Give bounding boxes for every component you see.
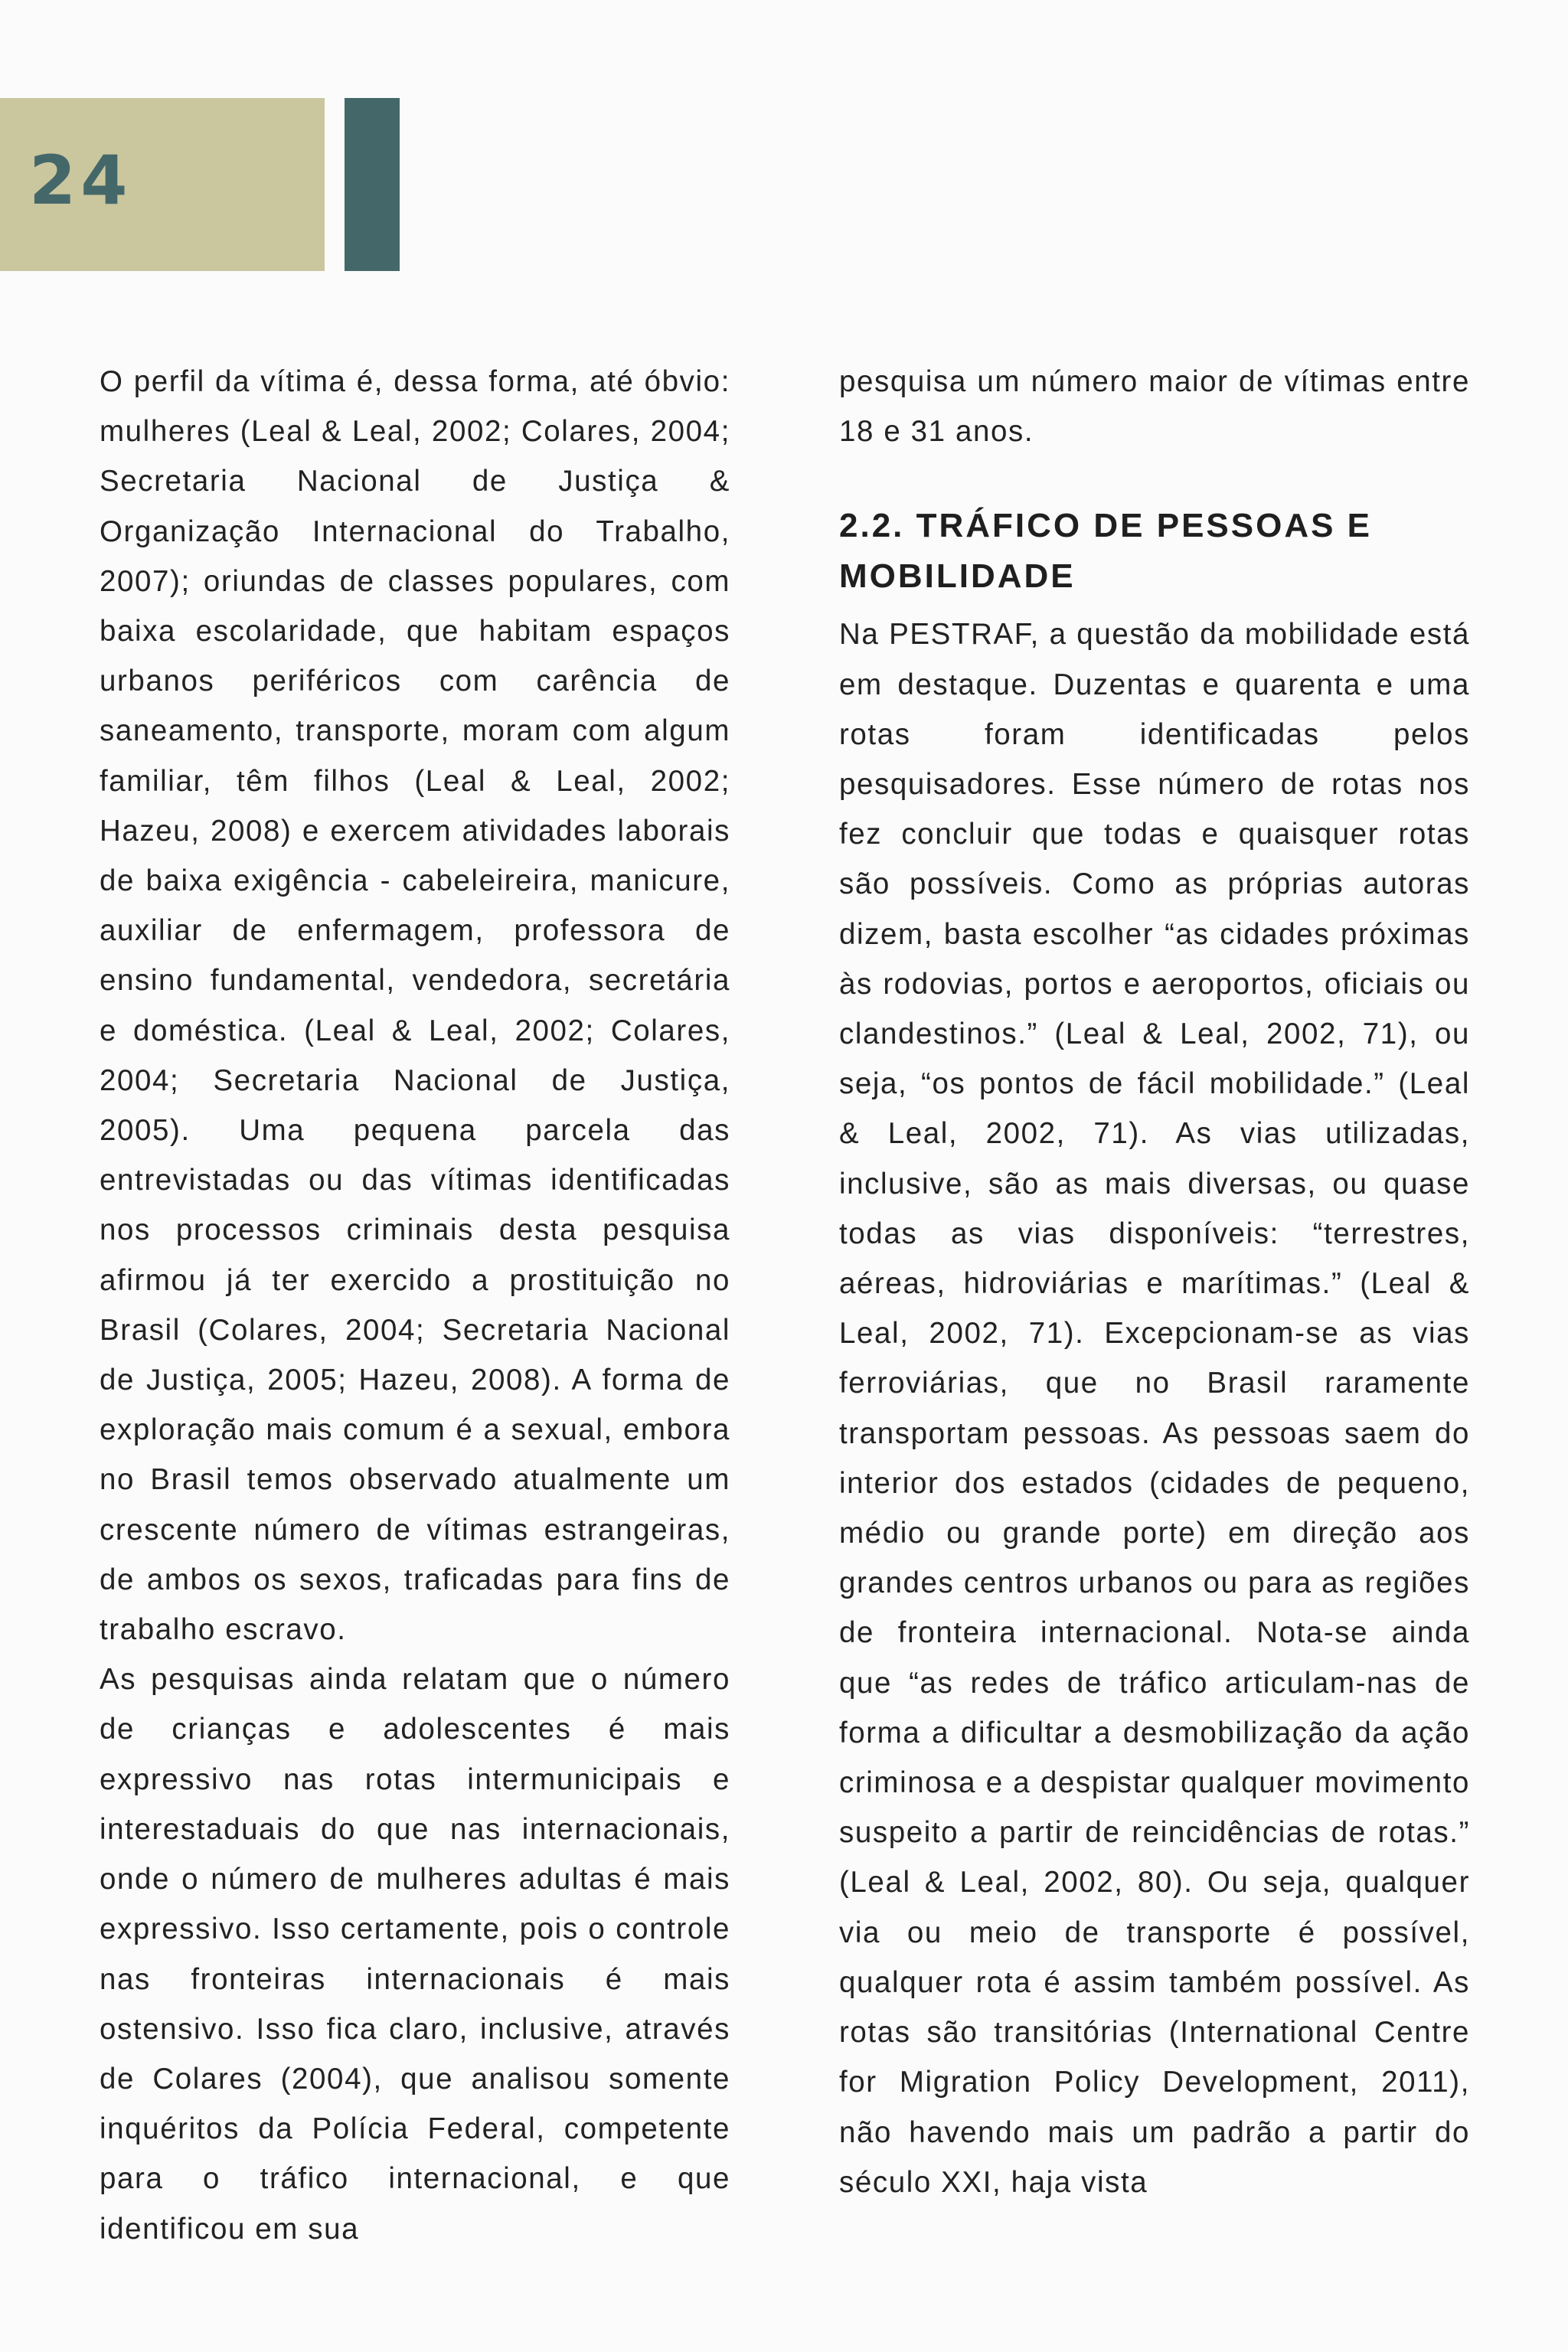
body-paragraph: pesquisa um número maior de vítimas entre 18 e 31 anos. (839, 365, 1470, 449)
header-accent-bar (345, 98, 400, 271)
body-paragraph: Na PESTRAF, a questão da mobilidade está em destaque. Duzentas e quarenta e uma rotas foram identificadas pelos pesquisadores. Esse número de rotas nos fez concluir que todas e quaisquer rotas são possíveis. Como as próprias autoras dizem, basta escolher “as cidades próximas às rodovias, portos e aeroportos, oficiais ou clandestinos.” (Leal & Leal, 2002, 71), ou seja, “os pontos de fácil mobilidade.” (Leal & Leal, 2002, 71). As vias utilizadas, inclusive, são as mais diversas, ou quase todas as vias disponíveis: “terrestres, aéreas, hidroviárias e marítimas.” (Leal & Leal, 2002, 71). Excepcionam-se as vias ferroviárias, que no Brasil raramente transportam pessoas. As pessoas saem do interior dos estados (cidades de pequeno, médio ou grande porte) em direção aos grandes centros urbanos ou para as regiões de fronteira internacional. Nota-se ainda que “as redes de tráfico articulam-nas de forma a dificultar a desmobilização da ação criminosa e a despistar qualquer movimento suspeito a partir de reincidências de rotas.” (Leal & Leal, 2002, 80). Ou seja, qualquer via ou meio de transporte é possível, qualquer rota é assim também possível. As rotas são transitórias (International Centre for Migration Policy Development, 2011), não havendo mais um padrão a partir do século XXI, haja vista (839, 618, 1470, 2199)
body-paragraph: O perfil da vítima é, dessa forma, até óbvio: mulheres (Leal & Leal, 2002; Colares, 2004; Secretaria Nacional de Justiça & Organização Internacional do Trabalho, 2007); oriundas de classes populares, com baixa escolaridade, que habitam espaços urbanos periféricos com carência de saneamento, transporte, moram com algum familiar, têm filhos (Leal & Leal, 2002; Hazeu, 2008) e exercem atividades laborais de baixa exigência - cabeleireira, manicure, auxiliar de enfermagem, professora de ensino fundamental, vendedora, secretária e doméstica. (Leal & Leal, 2002; Colares, 2004; Secretaria Nacional de Justiça, 2005). Uma pequena parcela das entrevistadas ou das vítimas identificadas nos processos criminais desta pesquisa afirmou já ter exercido a prostituição no Brasil (Colares, 2004; Secretaria Nacional de Justiça, 2005; Hazeu, 2008). A forma de exploração mais comum é a sexual, embora no Brasil temos observado atualmente um crescente número de vítimas estrangeiras, de ambos os sexos, traficadas para fins de trabalho escravo. (100, 365, 730, 1647)
section-heading: 2.2. TRÁFICO DE PESSOAS E MOBILIDADE (839, 507, 1373, 596)
body-paragraph: As pesquisas ainda relatam que o número de crianças e adolescentes é mais expressivo nas rotas intermunicipais e interestaduais do que nas internacionais, onde o número de mulheres adultas é mais expressivo. Isso certamente, pois o controle nas fronteiras internacionais é mais ostensivo. Isso fica claro, inclusive, através de Colares (2004), que analisou somente inquéritos da Polícia Federal, competente para o tráfico internacional, e que identificou em sua (100, 1663, 730, 2246)
right-column (839, 357, 1470, 2207)
left-column (100, 357, 730, 2254)
page-number: 24 (29, 141, 132, 220)
